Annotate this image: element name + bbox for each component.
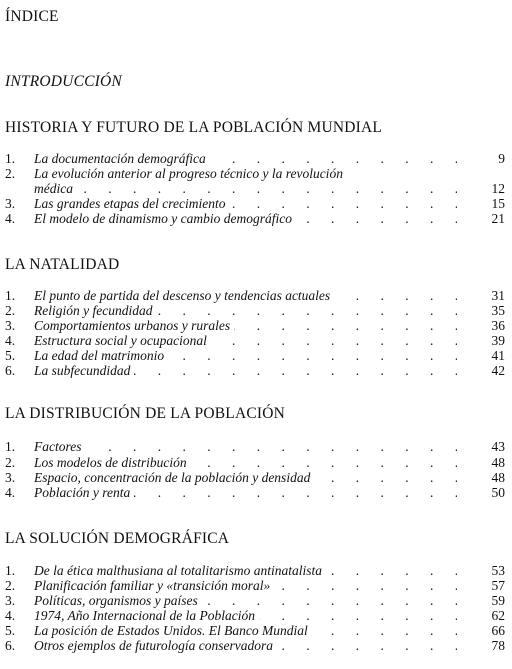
toc-entry[interactable] [5,608,505,624]
entry-title: La edad del matrimonio [34,348,168,363]
section-heading: HISTORIA Y FUTURO DE LA POBLACIÓN MUNDIAL [5,119,383,136]
toc-entry[interactable] [5,318,505,334]
entry-title: Población y renta [34,485,134,500]
index-title: ÍNDICE [5,8,59,25]
entry-title: Los modelos de distribución [34,455,191,470]
entry-page-number: 35 [491,303,505,318]
toc-entry[interactable] [5,439,505,455]
toc-entry[interactable] [5,288,505,304]
entry-title: Estructura social y ocupacional [34,333,211,348]
toc-entry[interactable] [5,333,505,349]
entry-page-number: 59 [491,593,505,608]
entry-page-number: 50 [491,485,505,500]
entry-page-number: 48 [491,455,505,470]
entry-title: Las grandes etapas del crecimiento [34,196,229,211]
entry-page-number: 57 [491,578,505,593]
toc-entry[interactable] [5,593,505,609]
toc-entry[interactable] [5,166,505,182]
entry-number: 2. [5,578,16,593]
entry-title: 1974, Año Internacional de la Población [34,608,259,623]
entry-number: 1. [5,563,16,578]
entry-page-number: 53 [491,563,505,578]
entry-title: Comportamientos urbanos y rurales [34,318,234,333]
entry-page-number: 12 [491,181,505,196]
entry-number: 4. [5,485,16,500]
entry-page-number: 48 [491,470,505,485]
entry-number: 1. [5,151,16,166]
entry-page-number: 15 [491,196,505,211]
section-heading: LA NATALIDAD [5,256,120,273]
toc-entry[interactable] [5,455,505,471]
entry-number: 4. [5,608,16,623]
toc-entry[interactable] [5,623,505,639]
entry-title: Políticas, organismos y países [34,593,202,608]
entry-title: De la ética malthusiana al totalitarismo antinatalista [34,563,326,578]
entry-title: La evolución anterior al progreso técnico y la revolución [34,166,347,181]
entry-page-number: 21 [491,211,505,226]
entry-number: 4. [5,211,16,226]
toc-entry[interactable] [5,578,505,594]
entry-number: 1. [5,288,16,303]
entry-number: 3. [5,318,16,333]
entry-number: 4. [5,333,16,348]
entry-title: Religión y fecundidad [34,303,156,318]
entry-title: La subfecundidad [34,363,134,378]
entry-page-number: 62 [491,608,505,623]
entry-number: 6. [5,638,16,653]
entry-page-number: 78 [491,638,505,653]
entry-number: 5. [5,348,16,363]
entry-page-number: 66 [491,623,505,638]
entry-number: 2. [5,166,16,181]
entry-number: 1. [5,439,16,454]
entry-number: 2. [5,455,16,470]
entry-number: 3. [5,196,16,211]
toc-entry[interactable] [5,563,505,579]
entry-title: Planificación familiar y «transición moral» [34,578,274,593]
entry-page-number: 42 [491,363,505,378]
entry-title: La posición de Estados Unidos. El Banco Mundial [34,623,312,638]
toc-entry[interactable] [5,470,505,486]
toc-entry[interactable] [5,196,505,212]
section-heading: LA DISTRIBUCIÓN DE LA POBLACIÓN [5,405,286,422]
entry-title: El punto de partida del descenso y tendencias actuales [34,288,334,303]
entry-title-continued: médica [34,181,77,196]
toc-entry[interactable] [5,348,505,364]
entry-number: 3. [5,593,16,608]
entry-page-number: 39 [491,333,505,348]
toc-entry[interactable] [5,151,505,167]
toc-entry[interactable] [5,363,505,379]
entry-title: Factores [34,439,86,454]
entry-page-number: 9 [498,151,505,166]
toc-entry[interactable] [5,303,505,319]
entry-number: 2. [5,303,16,318]
entry-title: El modelo de dinamismo y cambio demográfico [34,211,296,226]
toc-entry-continuation[interactable] [5,181,505,197]
entry-page-number: 36 [491,318,505,333]
entry-title: Otros ejemplos de futurología conservadora [34,638,277,653]
entry-number: 6. [5,363,16,378]
section-heading: LA SOLUCIÓN DEMOGRÁFICA [5,530,230,547]
entry-title: La documentación demográfica [34,151,210,166]
toc-entry[interactable] [5,211,505,227]
entry-page-number: 43 [491,439,505,454]
entry-number: 3. [5,470,16,485]
entry-page-number: 41 [491,348,505,363]
toc-entry[interactable] [5,485,505,501]
introduction-heading: INTRODUCCIÓN [5,73,122,90]
entry-number: 5. [5,623,16,638]
entry-title: Espacio, concentración de la población y densidad [34,470,314,485]
toc-entry[interactable] [5,638,505,654]
entry-page-number: 31 [491,288,505,303]
